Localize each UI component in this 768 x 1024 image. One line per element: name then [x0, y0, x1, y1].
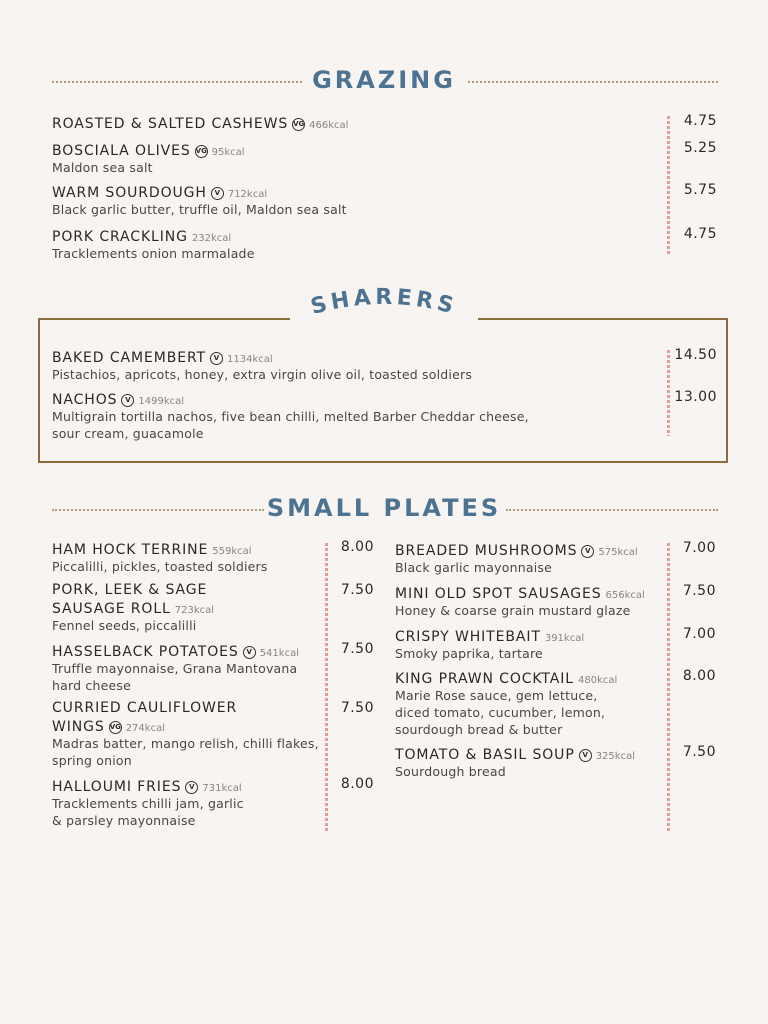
- menu-item-ham-hock: HAM HOCK TERRINE 559kcal Piccalilli, pickles, toasted soldiers: [52, 542, 268, 574]
- item-description: & parsley mayonnaise: [52, 813, 196, 828]
- vegetarian-icon: V: [185, 781, 198, 794]
- menu-item-crackling: PORK CRACKLING 232kcal Tracklements onion marmalade: [52, 229, 255, 261]
- menu-item-prawn-cocktail: KING PRAWN COCKTAIL 480kcal Marie Rose sauce, gem lettuce, diced tomato, cucumber, lemon, sourdough bread & butter: [395, 671, 618, 737]
- sharers-heading: [284, 277, 484, 337]
- vegan-icon: VG: [292, 118, 305, 131]
- price: 7.50: [682, 744, 716, 760]
- price: 8.00: [682, 668, 716, 684]
- menu-item-halloumi-fries: HALLOUMI FRIES V 731kcal Tracklements chilli jam, garlic & parsley mayonnaise: [52, 779, 244, 828]
- svg-text:SHARERS: SHARERS: [308, 284, 460, 320]
- grazing-divider-right: [468, 81, 718, 83]
- sharers-stripe: [667, 350, 670, 436]
- vegan-icon: VG: [195, 145, 208, 158]
- price: 8.00: [340, 776, 374, 792]
- item-description: Truffle mayonnaise, Grana Mantovana: [52, 661, 298, 676]
- menu-item-olives: BOSCIALA OLIVES VG 95kcal Maldon sea salt: [52, 143, 245, 175]
- item-description: spring onion: [52, 753, 132, 768]
- item-description: sour cream, guacamole: [52, 426, 204, 441]
- item-description: diced tomato, cucumber, lemon,: [395, 705, 606, 720]
- item-description: Black garlic mayonnaise: [395, 560, 552, 575]
- item-description: Madras batter, mango relish, chilli flakes,: [52, 736, 319, 751]
- price: 5.25: [683, 140, 717, 156]
- price: 7.00: [682, 626, 716, 642]
- small-plates-divider-right: [506, 509, 718, 511]
- price: 7.50: [340, 641, 374, 657]
- item-description: Sourdough bread: [395, 764, 506, 779]
- small-plates-right-stripe: [667, 543, 670, 831]
- menu-item-cauliflower-wings: CURRIED CAULIFLOWER WINGS VG 274kcal Madras batter, mango relish, chilli flakes, spring onion: [52, 700, 319, 768]
- price: 5.75: [683, 182, 717, 198]
- item-description: Black garlic butter, truffle oil, Maldon sea salt: [52, 202, 347, 217]
- menu-item-sausage-roll: PORK, LEEK & SAGE SAUSAGE ROLL 723kcal Fennel seeds, piccalilli: [52, 582, 215, 633]
- price: 7.00: [682, 540, 716, 556]
- menu-item-camembert: BAKED CAMEMBERT V 1134kcal Pistachios, apricots, honey, extra virgin olive oil, toasted soldiers: [52, 350, 473, 382]
- price: 7.50: [340, 700, 374, 716]
- vegetarian-icon: V: [211, 187, 224, 200]
- menu-item-sausages: MINI OLD SPOT SAUSAGES 656kcal Honey & coarse grain mustard glaze: [395, 586, 645, 618]
- menu-item-hasselback: HASSELBACK POTATOES V 541kcal Truffle mayonnaise, Grana Mantovana hard cheese: [52, 644, 299, 693]
- vegetarian-icon: V: [581, 545, 594, 558]
- price: 8.00: [340, 539, 374, 555]
- price: 7.50: [682, 583, 716, 599]
- menu-item-nachos: NACHOS V 1499kcal Multigrain tortilla nachos, five bean chilli, melted Barber Cheddar cheese, sour cream, guacamole: [52, 392, 529, 441]
- price: 4.75: [683, 226, 717, 242]
- item-description: Maldon sea salt: [52, 160, 153, 175]
- item-description: Smoky paprika, tartare: [395, 646, 543, 661]
- item-description: Tracklements chilli jam, garlic: [52, 796, 244, 811]
- vegan-icon: VG: [109, 721, 122, 734]
- item-description: Honey & coarse grain mustard glaze: [395, 603, 631, 618]
- vegetarian-icon: V: [579, 749, 592, 762]
- item-description: Fennel seeds, piccalilli: [52, 618, 197, 633]
- menu-item-mushrooms: BREADED MUSHROOMS V 575kcal Black garlic mayonnaise: [395, 543, 638, 575]
- vegetarian-icon: V: [210, 352, 223, 365]
- item-description: Piccalilli, pickles, toasted soldiers: [52, 559, 268, 574]
- small-plates-left-stripe: [325, 543, 328, 831]
- grazing-heading: GRAZING: [312, 66, 456, 94]
- item-description: sourdough bread & butter: [395, 722, 563, 737]
- item-description: Pistachios, apricots, honey, extra virgin olive oil, toasted soldiers: [52, 367, 473, 382]
- small-plates-heading: SMALL PLATES: [266, 494, 502, 522]
- menu-item-tomato-soup: TOMATO & BASIL SOUP V 325kcal Sourdough bread: [395, 747, 635, 779]
- grazing-stripe: [667, 116, 670, 256]
- item-description: Marie Rose sauce, gem lettuce,: [395, 688, 598, 703]
- price: 14.50: [674, 347, 717, 363]
- menu-item-sourdough: WARM SOURDOUGH V 712kcal Black garlic butter, truffle oil, Maldon sea salt: [52, 185, 347, 217]
- menu-item-whitebait: CRISPY WHITEBAIT 391kcal Smoky paprika, tartare: [395, 629, 585, 661]
- price: 13.00: [674, 389, 717, 405]
- menu-item-cashews: ROASTED & SALTED CASHEWS VG 466kcal: [52, 116, 349, 132]
- item-description: Tracklements onion marmalade: [52, 246, 255, 261]
- item-description: hard cheese: [52, 678, 131, 693]
- vegetarian-icon: V: [121, 394, 134, 407]
- item-description: Multigrain tortilla nachos, five bean chilli, melted Barber Cheddar cheese,: [52, 409, 529, 424]
- price: 4.75: [683, 113, 717, 129]
- vegetarian-icon: V: [243, 646, 256, 659]
- price: 7.50: [340, 582, 374, 598]
